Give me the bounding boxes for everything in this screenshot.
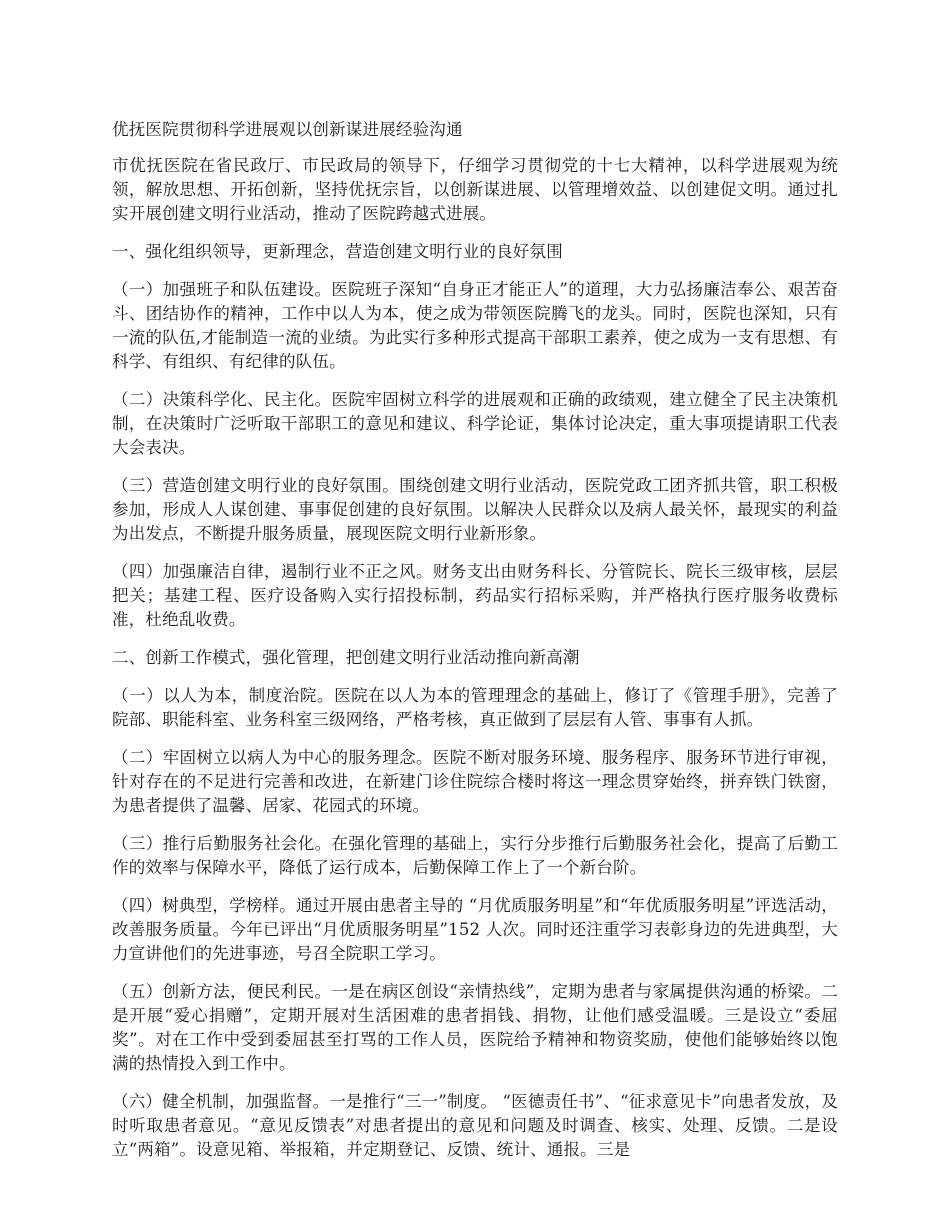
paragraph: （三）营造创建文明行业的良好氛围。围绕创建文明行业活动，医院党政工团齐抓共管，职工积极参加，形成人人谋创建、事事促创建的良好氛围。以解决人民群众以及病人最关怀，最现实的利益为出发点，不断提升服务质量，展现医院文明行业新形象。 (112, 476, 838, 543)
paragraph: （二）牢固树立以病人为中心的服务理念。医院不断对服务环境、服务程序、服务环节进行审视，针对存在的不足进行完善和改进，在新建门诊住院综合楼时将这一理念贯穿始终，拼弃铁门铁窗，为患者提供了温馨、居家、花园式的环境。 (112, 748, 838, 815)
section-heading-1: 一、强化组织领导，更新理念，营造创建文明行业的良好氛围 (112, 242, 563, 261)
paragraph: （四）加强廉洁自律，遏制行业不正之风。财务支出由财务科长、分管院长、院长三级审核，层层把关；基建工程、医疗设备购入实行招投标制，药品实行招标采购，并严格执行医疗服务收费标准，杜绝乱收费。 (112, 562, 838, 629)
document-page (112, 118, 838, 1176)
paragraph: （一）以人为本，制度治院。医院在以人为本的管理理念的基础上，修订了《管理手册》，完善了院部、职能科室、业务科室三级网络，严格考核，真正做到了层层有人管、事事有人抓。 (112, 686, 838, 729)
paragraph: （六）健全机制，加强监督。一是推行“三一”制度。 “医德责任书”、“征求意见卡”向患者发放，及时听取患者意见。“意见反馈表”对患者提出的意见和问题及时调查、核实、处理、反馈。二是设立“两箱”。设意见箱、举报箱，并定期登记、反馈、统计、通报。三是 (112, 1092, 838, 1159)
paragraph: （四）树典型，学榜样。通过开展由患者主导的 “月优质服务明星”和“年优质服务明星”评选活动，改善服务质量。今年已评出“月优质服务明星”152 人次。同时还注重学习表彰身边的先进典型，大力宣讲他们的先进事迹，号召全院职工学习。 (112, 896, 838, 963)
paragraph: （二）决策科学化、民主化。医院牢固树立科学的进展观和正确的政绩观，建立健全了民主决策机制，在决策时广泛听取干部职工的意见和建议、科学论证，集体讨论决定，重大事项提请职工代表大会表决。 (112, 390, 838, 457)
paragraph: （三）推行后勤服务社会化。在强化管理的基础上，实行分步推行后勤服务社会化，提高了后勤工作的效率与保障水平，降低了运行成本，后勤保障工作上了一个新台阶。 (112, 834, 838, 877)
paragraph: （一）加强班子和队伍建设。医院班子深知“自身正才能正人”的道理，大力弘扬廉洁奉公、艰苦奋斗、团结协作的精神，工作中以人为本，使之成为带领医院腾飞的龙头。同时，医院也深知，只有一流的队伍,才能制造一流的业绩。为此实行多种形式提高干部职工素养，使之成为一支有思想、有科学、有组织、有纪律的队伍。 (112, 280, 838, 371)
paragraph: （五）创新方法，便民利民。一是在病区创设“亲情热线”，定期为患者与家属提供沟通的桥梁。二是开展“爱心捐赠”，定期开展对生活困难的患者捐钱、捐物，让他们感受温暖。三是设立“委屈奖”。对在工作中受到委屈甚至打骂的工作人员，医院给予精神和物资奖励，使他们能够始终以饱满的热情投入到工作中。 (112, 982, 838, 1073)
intro-paragraph: 市优抚医院在省民政厅、市民政局的领导下，仔细学习贯彻党的十七大精神，以科学进展观为统领，解放思想、开拓创新，坚持优抚宗旨，以创新谋进展、以管理增效益、以创建促文明。通过扎实开展创建文明行业活动，推动了医院跨越式进展。 (112, 156, 838, 223)
document-title: 优抚医院贯彻科学进展观以创新谋进展经验沟通 (112, 120, 463, 139)
section-heading-2: 二、创新工作模式，强化管理，把创建文明行业活动推向新高潮 (112, 648, 580, 667)
